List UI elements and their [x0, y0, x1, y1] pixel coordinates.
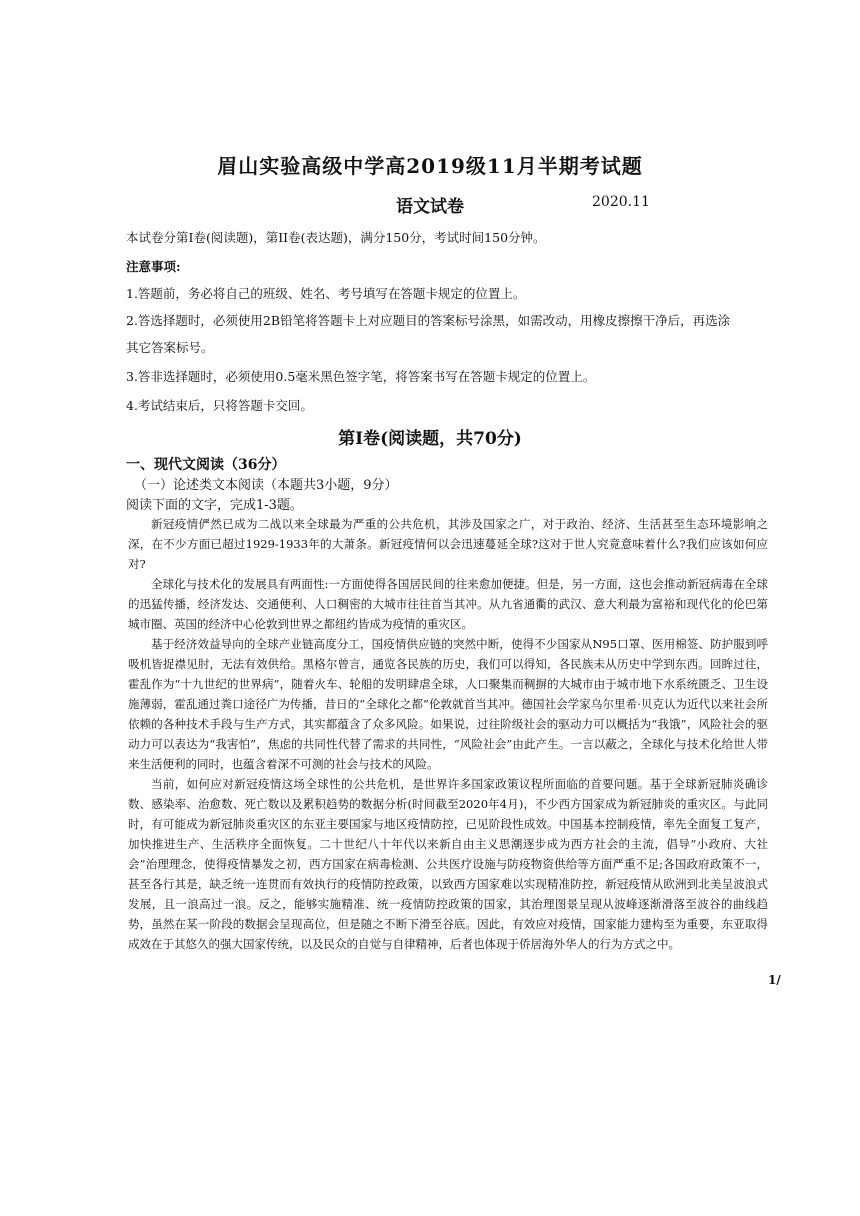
notice-item: 3.答非选择题时，必须使用0.5毫米黑色签字笔，将答案书写在答题卡规定的位置上。 [126, 369, 596, 384]
exam-date: 2020.11 [592, 194, 650, 210]
exam-intro: 本试卷分第Ⅰ卷(阅读题)，第II卷(表达题)，满分150分，考试时间150分钟。 [126, 230, 546, 245]
passage-paragraph: 基于经济效益导向的全球产业链高度分工，国疫情供应链的突然中断，使得不少国家从N95口罩、医用棉签、防护服到呼吸机皆捉襟见肘，无法有效供给。黑格尔曾言，通览各民族的历史，我们可以得知，各民族未从历史中学到东西。回眸过往，霍乱作为“十九世纪的世界病”，随着火车、轮船的发明肆虐全球，人口聚集而稠摒的大城市由于城市地下水系统匮乏、卫生设施薄弱，霍乱通过粪口途径广为传播，昔日的“全球化之都”伦敦就首当其冲。德国社会学家乌尔里希·贝克认为近代以来社会所依赖的各种技术手段与生产方式，其实都蕴含了众多风险。如果说，过往阶级社会的驱动力可以概括为“我饿”，风险社会的驱动力可以表达为“我害怕”，焦虑的共同性代替了需求的共同性，“风险社会”由此产生。一言以蔽之，全球化与技术化给世人带来生活便利的同时，也蕴含着深不可测的社会与技术的风险。 [128, 637, 768, 771]
passage-paragraph: 全球化与技术化的发展具有两面性:一方面使得各国居民间的往来愈加便捷。但是，另一方面，这也会推动新冠病毒在全球的迅猛传播，经济发达、交通便利、人口稠密的大城市往往首当其冲。从九省通衢的武汉、意大利最为富裕和现代化的伦巴第城市圈、英国的经济中心伦敦到世界之都纽约皆成为疫情的重灾区。 [128, 577, 768, 631]
reading-passage [128, 514, 768, 954]
notice-item: 其它答案标号。 [126, 340, 214, 355]
notice-item: 1.答题前，务必将自己的班级、姓名、考号填写在答题卡规定的位置上。 [126, 286, 526, 301]
subpart-heading: （一）论述类文本阅读（本题共3小题，9分） [134, 478, 398, 493]
part-heading: 一、现代文阅读（36分） [126, 457, 286, 473]
reading-instruction: 阅读下面的文字，完成1-3题。 [126, 498, 303, 513]
notice-item: 2.答选择题时，必须使用2B铅笔将答题卡上对应题目的答案标号涂黑，如需改动，用橡皮擦擦干净后，再选涂 [126, 313, 731, 328]
notice-item: 4.考试结束后，只将答题卡交回。 [126, 398, 313, 413]
exam-title: 眉山实验高级中学高2019级11月半期考试题 [217, 154, 643, 178]
notice-heading: 注意事项: [126, 259, 181, 274]
exam-subtitle: 语文试卷 [396, 197, 464, 217]
page-number: 1/ [768, 973, 781, 987]
passage-paragraph: 当前，如何应对新冠疫情这场全球性的公共危机，是世界许多国家政策议程所面临的首要问题。基于全球新冠肺炎确诊数、感染率、治愈数、死亡数以及累积趋势的数据分析(时间截至2020年4月)，不少西方国家成为新冠肺炎的重灾区。与此同时，有可能成为新冠肺炎重灾区的东亚主要国家与地区疫情防控，已见阶段性成效。中国基本控制疫情，率先全面复工复产，加快推进生产、生活秩序全面恢复。二十世纪八十年代以来新自由主义思潮逐步成为西方社会的主流，倡导“小政府、大社会”治理理念，使得疫情暴发之初，西方国家在病毒检测、公共医疗设施与防疫物资供给等方面严重不足;各国政府政策不一，甚至各行其是，缺乏统一连贯而有效执行的疫情防控政策，以致西方国家难以实现精准防控，新冠疫情从欧洲到北美呈波浪式发展，且一浪高过一浪。反之，能够实施精准、统一疫情防控政策的国家，其治理图景呈现从波峰逐渐滑落至波谷的曲线趋势，虽然在某一阶段的数据会呈现高位，但是随之不断下滑至谷底。因此，有效应对疫情，国家能力建构至为重要，东亚取得成效在于其悠久的强大国家传统，以及民众的自觉与自律精神，后者也体现于侨居海外华人的行为方式之中。 [128, 777, 768, 951]
passage-paragraph: 新冠疫情俨然已成为二战以来全球最为严重的公共危机，其涉及国家之广，对于政治、经济、生活甚至生态环境影响之深，在不少方面已超过1929-1933年的大萧条。新冠疫情何以会迅速蔓延全球?这对于世人究竟意味着什么?我们应该如何应对? [128, 517, 768, 571]
section-title: 第Ⅰ卷(阅读题，共70分) [338, 429, 522, 449]
